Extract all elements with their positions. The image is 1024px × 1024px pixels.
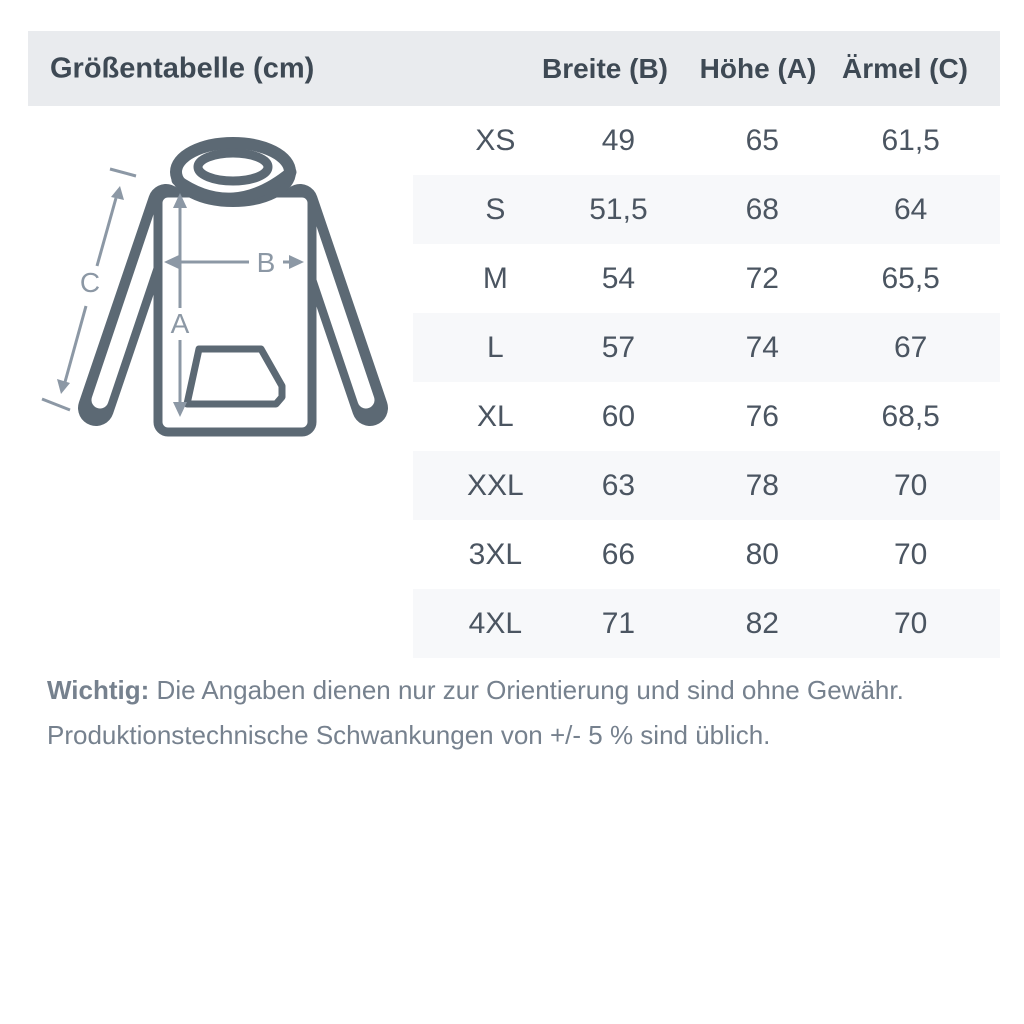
hoehe-value: 82 <box>745 606 779 640</box>
hoehe-value: 80 <box>745 537 779 571</box>
table-row <box>413 106 1000 175</box>
table-row <box>413 520 1000 589</box>
aermel-value: 64 <box>893 192 928 226</box>
disclaimer-text-1: Die Angaben dienen nur zur Orientierung und sind ohne Gewähr. <box>149 675 904 705</box>
aermel-value: 70 <box>893 606 928 640</box>
column-header-breite: Breite (B) <box>541 52 669 84</box>
breite-value: 71 <box>601 606 636 640</box>
measure-label-a: A <box>170 308 190 339</box>
disclaimer-line-2: Produktionstechnische Schwankungen von +/- 5 % sind üblich. <box>47 720 771 750</box>
size-label: 4XL <box>468 606 523 640</box>
hoehe-value: 74 <box>745 330 779 364</box>
hoodie-pocket <box>187 349 282 404</box>
hoehe-value: 72 <box>745 261 779 295</box>
aermel-value: 68,5 <box>881 399 940 433</box>
aermel-value: 70 <box>893 468 928 502</box>
hoehe-value: 76 <box>745 399 779 433</box>
hoehe-value: 68 <box>745 192 779 226</box>
size-label: XXL <box>467 468 524 502</box>
aermel-value: 70 <box>893 537 928 571</box>
hoodie-measurement-diagram <box>30 120 410 460</box>
size-table <box>413 106 1000 658</box>
table-row <box>413 589 1000 658</box>
table-row <box>413 451 1000 520</box>
disclaimer-line-1 <box>47 668 957 713</box>
breite-value: 63 <box>601 468 636 502</box>
hoehe-value: 78 <box>745 468 779 502</box>
aermel-value: 65,5 <box>881 261 940 295</box>
size-label: L <box>487 330 504 364</box>
size-label: S <box>485 192 506 226</box>
column-header-aermel: Ärmel (C) <box>841 52 969 84</box>
aermel-value: 61,5 <box>881 123 940 157</box>
column-header-hoehe: Höhe (A) <box>699 52 817 84</box>
hoehe-value: 65 <box>745 123 779 157</box>
breite-value: 51,5 <box>589 192 648 226</box>
breite-value: 60 <box>601 399 636 433</box>
hoodie-hood <box>176 143 291 201</box>
table-row <box>413 244 1000 313</box>
measure-label-c: C <box>79 267 101 298</box>
breite-value: 54 <box>601 261 636 295</box>
size-label: M <box>482 261 508 295</box>
size-label: XL <box>477 399 514 433</box>
table-row <box>413 175 1000 244</box>
table-header <box>28 31 1000 106</box>
disclaimer-note <box>47 668 957 758</box>
measure-label-b: B <box>256 247 276 278</box>
breite-value: 57 <box>601 330 636 364</box>
size-label: XS <box>475 123 516 157</box>
table-row <box>413 313 1000 382</box>
breite-value: 66 <box>601 537 636 571</box>
page-title: Größentabelle (cm) <box>50 52 315 84</box>
size-label: 3XL <box>468 537 523 571</box>
table-row <box>413 382 1000 451</box>
aermel-value: 67 <box>893 330 928 364</box>
important-label: Wichtig: <box>47 675 150 705</box>
breite-value: 49 <box>601 123 636 157</box>
